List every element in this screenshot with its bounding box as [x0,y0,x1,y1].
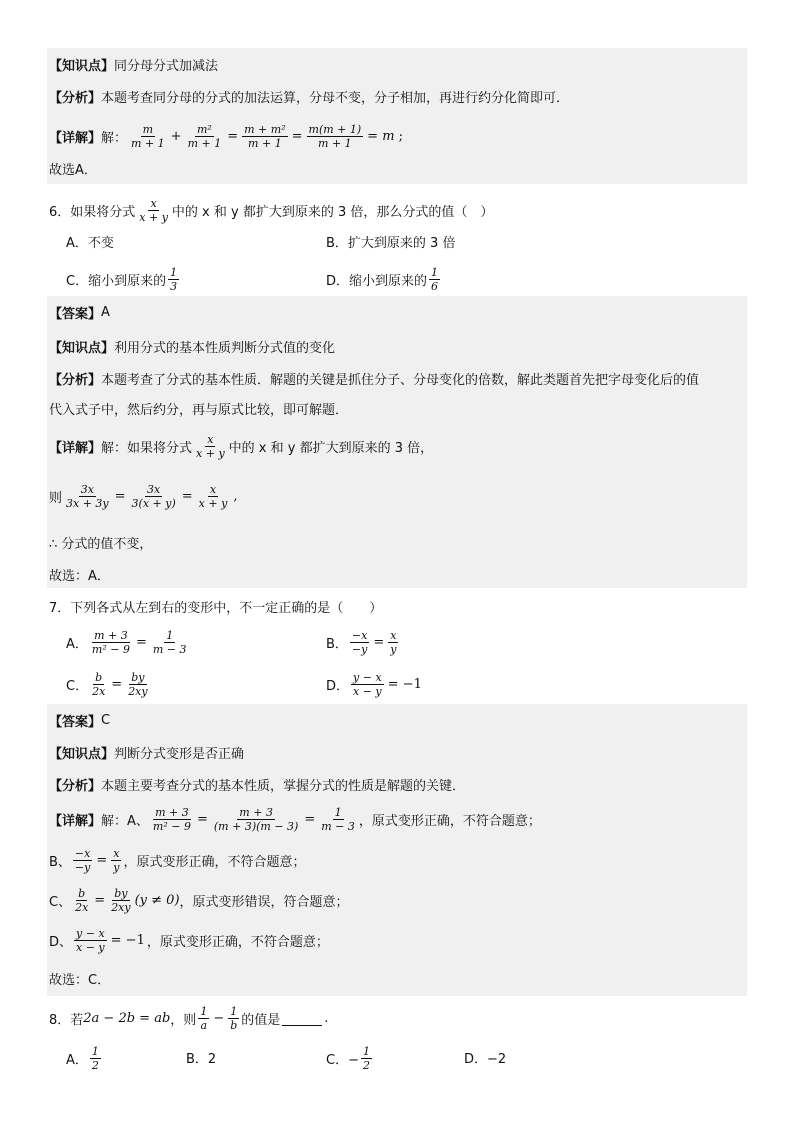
q6-option-a: A．不变 [66,235,114,251]
fraction: $\frac{m + 3}{\text{m² − 9}}$ [91,628,130,656]
fraction: $\frac{x}{y}$ [390,628,397,656]
choice-q5: 故选A． [49,162,97,178]
fraction: $\frac{1}{a}$ [200,1004,208,1032]
q7-option-c: C． $\frac{b}{2x}$ = $\frac{by}{2xy}$ [66,670,148,698]
fraction: $\frac{1}{2}$ [362,1044,370,1072]
question-6: 6．如果将分式 $\frac{x}{x + y}$ 中的 x 和 y 都扩大到原来的 3 倍，那么分式的值（ ） [49,196,494,224]
fraction: $\frac{-x}{-y}$ [74,846,91,874]
fraction: $\frac{\text{m²}}{m + 1}$ [187,122,222,150]
fraction: $\frac{y - x}{x - y}$ [76,926,105,954]
q7-option-b: B． $\frac{-x}{-y}$ = $\frac{x}{y}$ [326,628,397,656]
fraction: $\frac{\text{m + m²}}{m + 1}$ [244,122,286,150]
question-7: 7．下列各式从左到右的变形中，不一定正确的是（ ） [49,600,383,616]
q8-option-c: C．− $\frac{1}{2}$ [326,1044,370,1072]
q7-option-a: A． $\frac{m + 3}{\text{m² − 9}}$ = $\frac{1}{m - 3}$ [66,628,187,656]
fraction: $\frac{x}{x + y}$ [139,196,168,224]
fraction: $\frac{1}{2}$ [91,1044,99,1072]
q7-option-d: D． $\frac{y - x}{x - y}$ = −1 [326,670,422,698]
detail-q7-b: B、 $\frac{-x}{-y}$ = $\frac{x}{y}$ ，原式变形正确，不符合题意； [49,846,306,874]
q6-option-d: D．缩小到原来的 $\frac{1}{6}$ [326,265,439,293]
fraction: $\frac{x}{x + y}$ [198,482,228,510]
analysis-q5: 【分析】 本题考查同分母的分式的加法运算，分母不变，分子相加，再进行约分化简即可． [49,90,570,106]
detail-q6-step: 则 $\frac{3x}{3x + 3y}$ = $\frac{3x}{3(x + y)}$ = $\frac{x}{x + y}$ , [49,482,238,510]
q6-option-c: C．缩小到原来的 $\frac{1}{3}$ [66,265,178,293]
knowledge-point-q7: 【知识点】 判断分式变形是否正确 [49,746,245,762]
fraction: $\frac{-x}{-y}$ [351,628,368,656]
detail-q6: 【详解】 解：如果将分式 $\frac{x}{x + y}$ 中的 x 和 y 都扩大到原来的 3 倍， [49,432,434,460]
fraction: $\frac{1}{m - 3}$ [152,628,187,656]
fraction: $\frac{m(m + 1)}{m + 1}$ [308,122,362,150]
fraction: $\frac{b}{2x}$ [92,670,106,698]
fraction: $\frac{3x}{3x + 3y}$ [66,482,109,510]
fraction: $\frac{m + 3}{\text{m² − 9}}$ [152,805,191,833]
detail-q5: 【详解】 解： $\frac{m}{m + 1}$ + $\frac{\text{m²}}{m + 1}$ = $\frac{\text{m + m²}}{m + 1}$ = $\frac{m(m + 1)}{m + 1}$ = m ; [49,122,404,150]
knowledge-point-q6: 【知识点】 利用分式的基本性质判断分式值的变化 [49,340,336,356]
detail-q7-a: 【详解】 解：A、 $\frac{m + 3}{\text{m² − 9}}$ = $\frac{m + 3}{(m + 3)(m - 3)}$ = $\frac{1}{m - 3}$ ，原式变形正确，不符合题意； [49,805,541,833]
choice-q7: 故选：C． [49,972,111,988]
answer-blank[interactable] [282,1011,322,1026]
fraction: $\frac{x}{x + y}$ [196,432,225,460]
q8-option-a: A． $\frac{1}{2}$ [66,1044,99,1072]
question-8: 8．若 2a − 2b = ab ，则 $\frac{1}{a}$ − $\frac{1}{b}$ 的值是 . [49,1004,329,1032]
fraction: $\frac{x}{y}$ [113,846,120,874]
fraction: $\frac{y - x}{x - y}$ [353,670,382,698]
analysis-q7: 【分析】 本题主要考查分式的基本性质，掌握分式的性质是解题的关键． [49,778,466,794]
q8-option-b: B．2 [186,1051,217,1067]
analysis-q6: 【分析】 本题考查了分式的基本性质．解题的关键是抓住分子、分母变化的倍数，解此类题首先把字母变化后的值 [49,372,700,388]
fraction: $\frac{m}{m + 1}$ [131,122,165,150]
detail-q7-c: C、 $\frac{b}{2x}$ = $\frac{by}{2xy}$ (y ≠ 0) ，原式变形错误，符合题意； [49,886,349,914]
fraction: $\frac{by}{2xy}$ [111,886,131,914]
fraction: $\frac{b}{2x}$ [75,886,89,914]
fraction: $\frac{1}{b}$ [230,1004,238,1032]
fraction: $\frac{3x}{3(x + y)}$ [131,482,176,510]
fraction: $\frac{1}{3}$ [170,265,178,293]
analysis-q6-cont: 代入式子中，然后约分，再与原式比较，即可解题． [49,402,349,418]
fraction: $\frac{1}{6}$ [431,265,439,293]
q6-option-b: B．扩大到原来的 3 倍 [326,235,456,251]
q8-option-d: D．−2 [464,1051,507,1067]
fraction: $\frac{m + 3}{(m + 3)(m - 3)}$ [213,805,299,833]
choice-q6: 故选：A． [49,568,110,584]
detail-q7-d: D、 $\frac{y - x}{x - y}$ = −1 ，原式变形正确，不符合题意； [49,926,329,954]
answer-q7: 【答案】 C [49,712,111,730]
fraction: $\frac{1}{m - 3}$ [321,805,355,833]
fraction: $\frac{by}{2xy}$ [128,670,148,698]
knowledge-point-q5: 【知识点】 同分母分式加减法 [49,58,219,74]
detail-q6-conclusion: ∴ 分式的值不变， [49,536,153,552]
answer-q6: 【答案】 A [49,304,110,322]
